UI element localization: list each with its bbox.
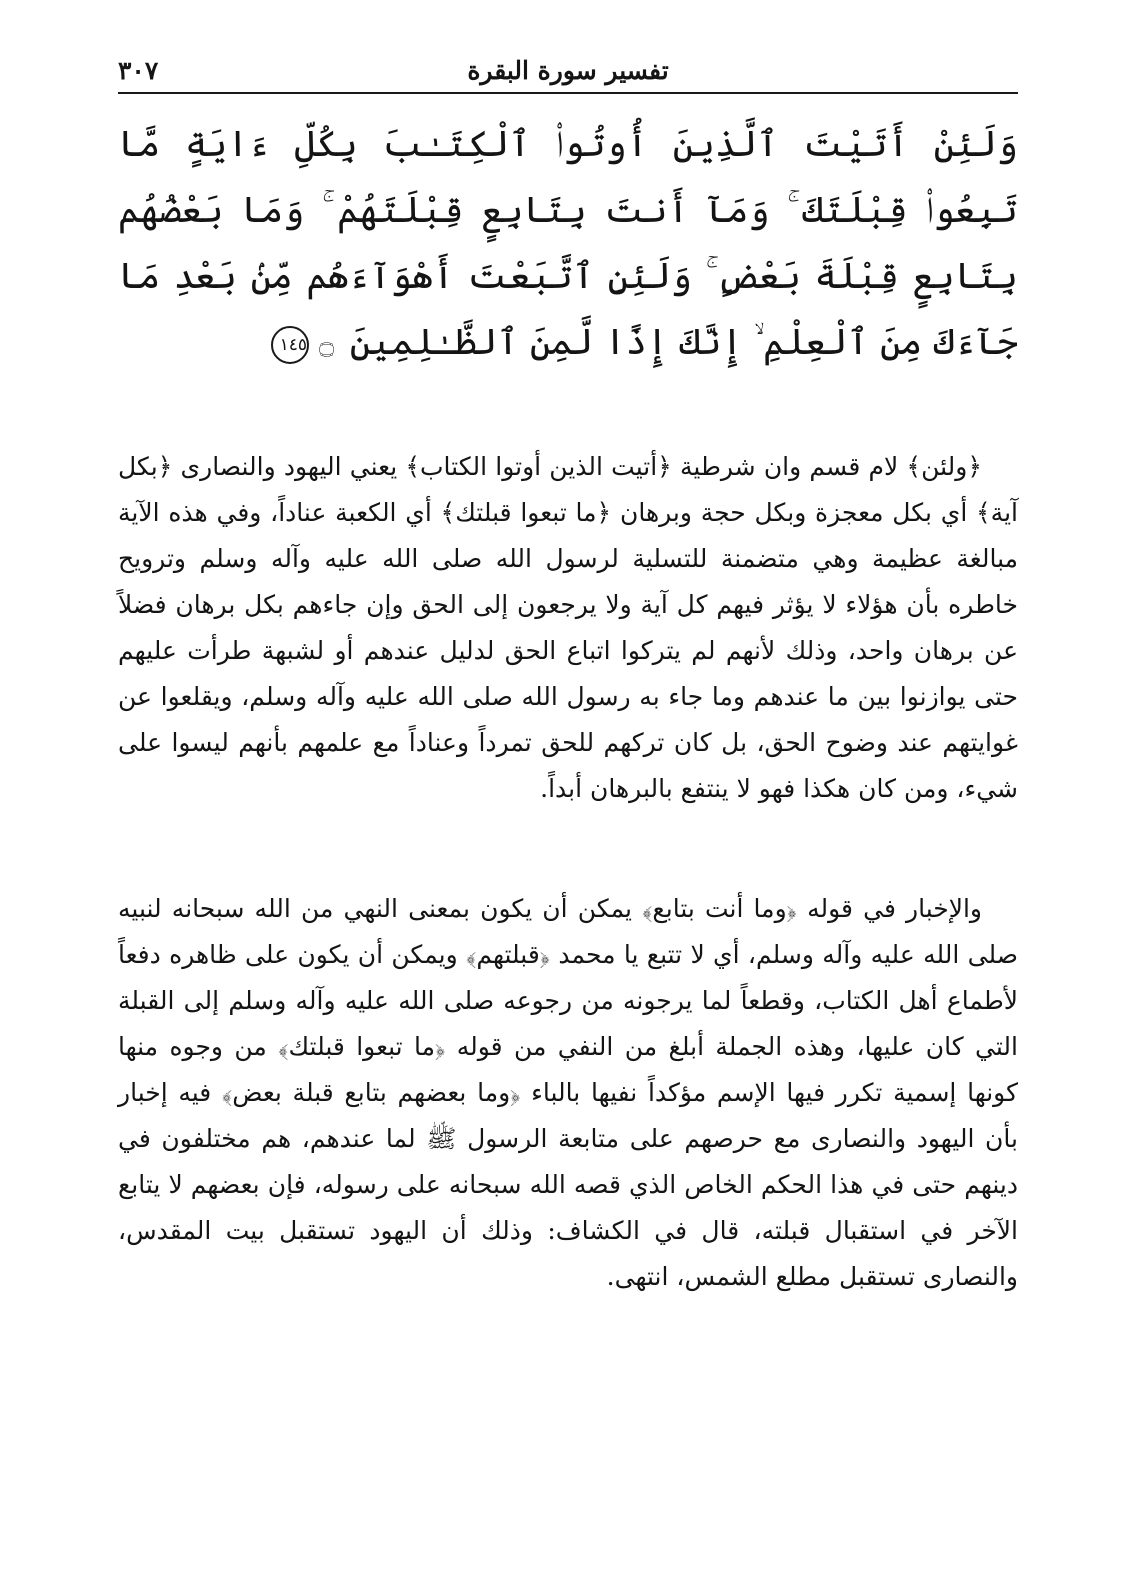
verse-number: ١٤٥: [271, 326, 309, 364]
quran-verse: [118, 112, 1018, 376]
commentary-paragraph-2: [118, 886, 1018, 1300]
verse-text: وَلَئِنْ أَتَيْتَ ٱلَّذِينَ أُوتُوا۟ ٱلْكِتَـٰبَ بِكُلِّ ءَايَةٍ مَّا تَبِعُوا۟ قِبْلَتَكَ ۚ وَمَآ أَنتَ بِتَابِعٍ قِبْلَتَهُمْ ۚ وَمَا بَعْضُهُم بِتَابِعٍ قِبْلَةَ بَعْضٍ ۚ وَلَئِنِ ٱتَّبَعْتَ أَهْوَآءَهُم مِّنۢ بَعْدِ مَا جَآءَكَ مِنَ ٱلْعِلْمِ ۙ إِنَّكَ إِذًا لَّمِنَ ٱلظَّـٰلِمِينَ: [118, 124, 1018, 363]
paragraph-text: والإخبار في قوله ﴿وما أنت بتابع﴾ يمكن أن يكون بمعنى النهي من الله سبحانه لنبيه صلى الله عليه وآله وسلم، أي لا تتبع يا محمد ﴿قبلتهم﴾ ويمكن أن يكون على ظاهره دفعاً لأطماع أهل الكتاب، وقطعاً لما يرجونه من رجوعه صلى الله عليه وآله وسلم إلى القبلة التي كان عليها، وهذه الجملة أبلغ من النفي من قوله ﴿ما تبعوا قبلتك﴾ من وجوه منها كونها إسمية تكرر فيها الإسم مؤكداً نفيها بالباء ﴿وما بعضهم بتابع قبلة بعض﴾ فيه إخبار بأن اليهود والنصارى مع حرصهم على متابعة الرسول ﷺ لما عندهم، هم مختلفون في دينهم حتى في هذا الحكم الخاص الذي قصه الله سبحانه على رسوله، فإن بعضهم لا يتابع الآخر في استقبال قبلته، قال في الكشاف: وذلك أن اليهود تستقبل بيت المقدس، والنصارى تستقبل مطلع الشمس، انتهى.: [118, 894, 1018, 1291]
commentary-paragraph-1: [118, 444, 1018, 812]
surah-title: تفسير سورة البقرة: [467, 56, 669, 85]
page-number: ٣٠٧: [118, 56, 159, 85]
book-page: [118, 52, 1018, 1300]
paragraph-text: ﴿ولئن﴾ لام قسم وان شرطية ﴿أتيت الذين أوتوا الكتاب﴾ يعني اليهود والنصارى ﴿بكل آية﴾ أي بكل معجزة وبكل حجة وبرهان ﴿ما تبعوا قبلتك﴾ أي الكعبة عناداً، وفي هذه الآية مبالغة عظيمة وهي متضمنة للتسلية لرسول الله صلى الله عليه وآله وسلم وترويح خاطره بأن هؤلاء لا يؤثر فيهم كل آية ولا يرجعون إلى الحق وإن جاءهم بكل برهان فضلاً عن برهان واحد، وذلك لأنهم لم يتركوا اتباع الحق لدليل عندهم أو لشبهة طرأت عليهم حتى يوازنوا بين ما عندهم وما جاء به رسول الله صلى الله عليه وآله وسلم، ويقلعوا عن غوايتهم عند وضوح الحق، بل كان تركهم للحق تمرداً وعناداً مع علمهم بأنهم ليسوا على شيء، ومن كان هكذا فهو لا ينتفع بالبرهان أبداً.: [118, 452, 1018, 803]
verse-end-ornament-icon: ۝: [319, 330, 335, 360]
running-header: [118, 52, 1018, 94]
